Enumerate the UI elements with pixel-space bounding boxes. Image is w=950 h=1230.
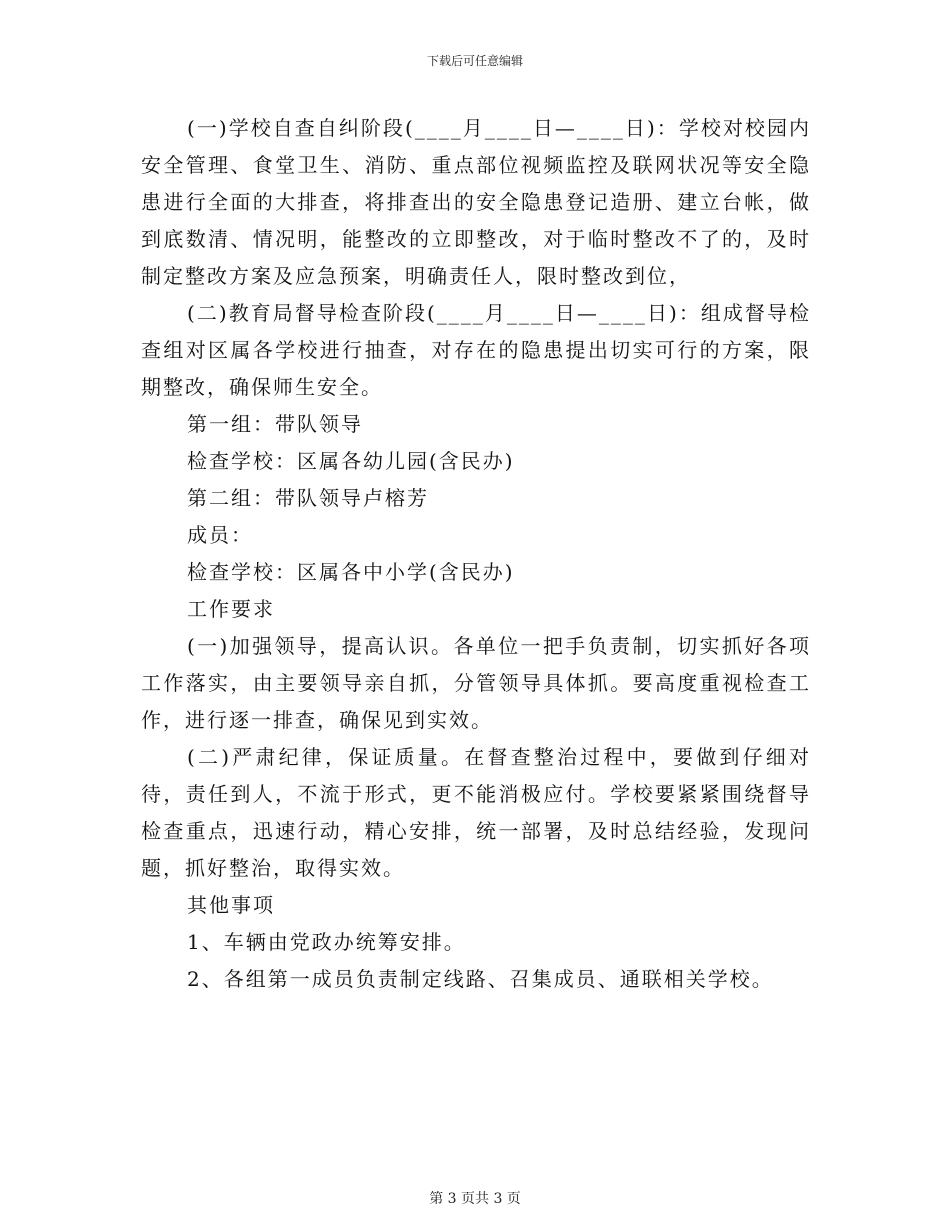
section-heading-other: 其他事项	[187, 893, 275, 917]
paragraph-other-one: 1、车辆由党政办统筹安排。	[187, 930, 466, 954]
paragraph-other-two: 2、各组第一成员负责制定线路、召集成员、通联相关学校。	[187, 967, 774, 991]
paragraph-bureau-inspection: (二)教育局督导检查阶段(____月____日—____日)：组成督导检查组对区属各学校进行抽查，对存在的隐患提出切实可行的方案，限期整改，确保师生安全。	[141, 301, 811, 399]
page-header: 下载后可任意编辑	[426, 54, 523, 68]
paragraph-members: 成员：	[187, 523, 253, 547]
page-footer: 第 3 页共 3 页	[429, 1191, 521, 1207]
paragraph-group-two-schools: 检查学校：区属各中小学(含民办)	[187, 560, 515, 584]
paragraph-requirement-one: (一)加强领导，提高认识。各单位一把手负责制，切实抓好各项工作落实，由主要领导亲自抓，分管领导具体抓。要高度重视检查工作，进行逐一排查，确保见到实效。	[141, 634, 811, 732]
paragraph-group-one: 第一组：带队领导	[187, 412, 363, 436]
paragraph-requirement-two: (二)严肃纪律，保证质量。在督查整治过程中，要做到仔细对待，责任到人，不流于形式，更不能消极应付。学校要紧紧围绕督导检查重点，迅速行动，精心安排，统一部署，及时总结经验，发现问题，抓好整治，取得实效。	[141, 745, 811, 880]
paragraph-group-two: 第二组：带队领导卢榕芳	[187, 486, 429, 510]
paragraph-group-one-schools: 检查学校：区属各幼儿园(含民办)	[187, 449, 515, 473]
document-body	[141, 110, 811, 998]
section-heading-requirements: 工作要求	[187, 597, 275, 621]
paragraph-self-inspection: (一)学校自查自纠阶段(____月____日—____日)：学校对校园内安全管理、食堂卫生、消防、重点部位视频监控及联网状况等安全隐患进行全面的大排查，将排查出的安全隐患登记造册、建立台帐，做到底数清、情况明，能整改的立即整改，对于临时整改不了的，及时制定整改方案及应急预案，明确责任人，限时整改到位，	[141, 116, 811, 288]
